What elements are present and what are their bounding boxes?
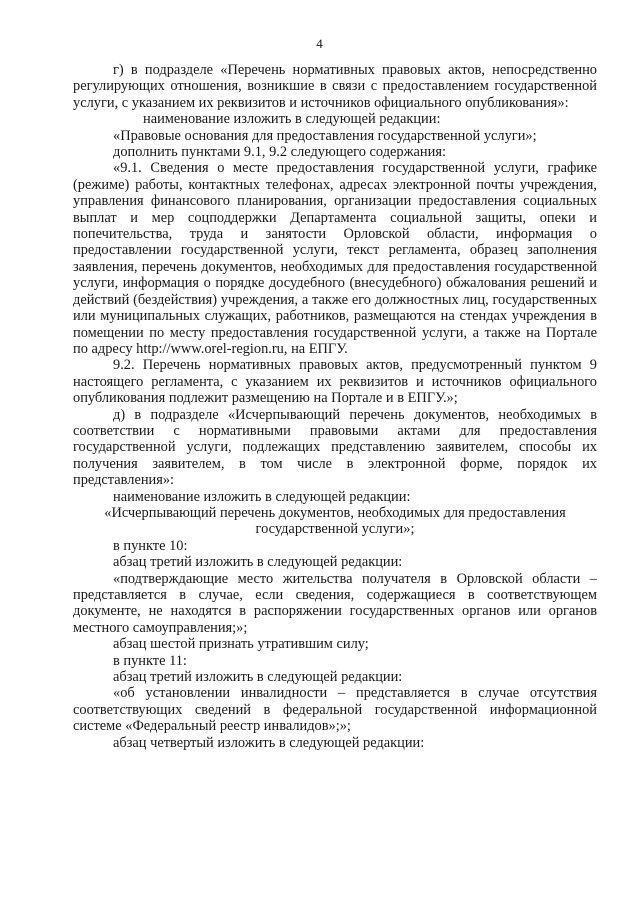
paragraph-g: г) в подразделе «Перечень нормативных правовых актов, непосредственно регулирующих отношения, возникшие в связи с предоставлением государственной услуги, с указанием их реквизитов и источников официального опубликования»: — [73, 62, 597, 111]
paragraph-legal-basis-title: «Правовые основания для предоставления государственной услуги»; — [113, 127, 537, 144]
paragraph-disability: «об установлении инвалидности – представляется в случае отсутствия соответствующих сведений в федеральной государственной информационной системе «Федеральный реестр инвалидов»;»; — [73, 685, 597, 735]
paragraph-d: д) в подразделе «Исчерпывающий перечень документов, необходимых в соответствии с нормативными правовыми актами для предоставления государственной услуги, подлежащих представлению заявителем, способы их получения заявителем, в том числе в электронной форме, порядок их представления»: — [73, 406, 597, 489]
paragraph-9-1: «9.1. Сведения о месте предоставления государственной услуги, графике (режиме) работы, контактных телефонах, адресах электронной почты учреждения, управления финансового планирования, организации предоставления социальных выплат и мер соцподдержки Департамента социальной защиты, опеки и попечительства, труда и занятости Орловской области, информация о предоставлении государственной услуги, текст регламента, образец заполнения заявления, перечень документов, необходимых для предоставления государственной услуги, информация о порядке досудебного (внесудебного) обжалования решений и действий (бездействия) учреждения, а также его должностных лиц, государственных или муниципальных служащих, работников, размещаются на стендах учреждения в помещении по месту предоставления государственной услуги, а также на Портале по адресу http://www.orel-region.ru, на ЕПГУ. — [73, 160, 597, 357]
paragraph-point-11: в пункте 11: — [113, 652, 187, 669]
paragraph-residence: «подтверждающие место жительства получателя в Орловской области – представляется в случае, если сведения, содержащиеся в соответствующем документе, не находятся в распоряжении государственных органов или органов местного самоуправления;»; — [73, 570, 597, 636]
document-body — [73, 62, 597, 751]
paragraph-documents-title: «Исчерпывающий перечень документов, необходимых для предоставления государственной услуги»; — [104, 504, 566, 538]
paragraph-add-points: дополнить пунктами 9.1, 9.2 следующего содержания: — [113, 144, 446, 161]
page-number: 4 — [316, 36, 323, 51]
paragraph-abzac-4-edit: абзац четвертый изложить в следующей редакции: — [113, 734, 425, 751]
paragraph-name-edit-1: наименование изложить в следующей редакции: — [143, 111, 441, 128]
paragraph-abzac-6: абзац шестой признать утратившим силу; — [113, 636, 369, 653]
paragraph-abzac-3-edit: абзац третий изложить в следующей редакции: — [113, 554, 403, 571]
paragraph-point-10: в пункте 10: — [113, 537, 188, 554]
paragraph-name-edit-2: наименование изложить в следующей редакции: — [113, 488, 411, 505]
paragraph-9-2: 9.2. Перечень нормативных правовых актов, предусмотренный пунктом 9 настоящего регламента, с указанием их реквизитов и источников официального опубликования подлежит размещению на Портале и в ЕПГУ.»; — [73, 357, 597, 407]
paragraph-abzac-3-edit-2: абзац третий изложить в следующей редакции: — [113, 669, 403, 686]
